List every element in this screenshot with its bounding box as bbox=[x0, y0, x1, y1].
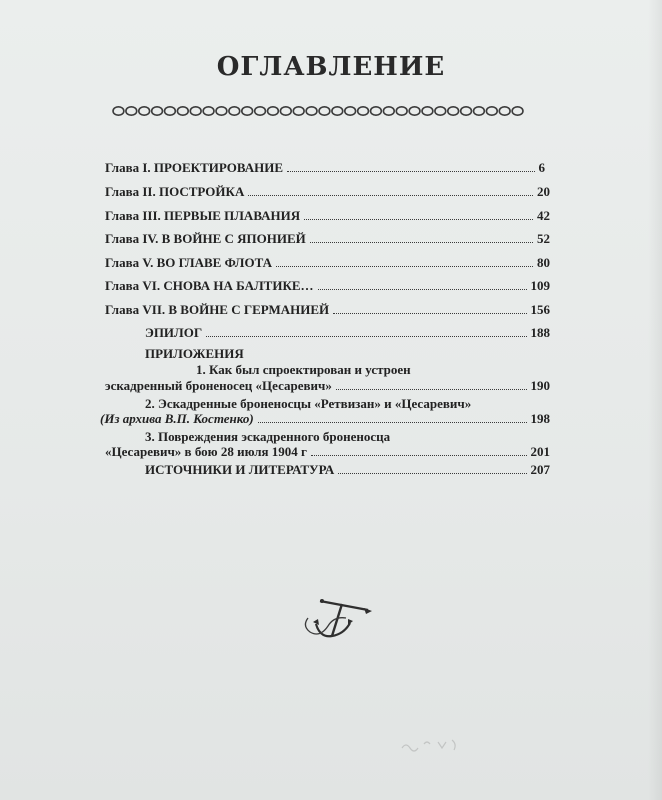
page-title: ОГЛАВЛЕНИЕ bbox=[216, 52, 446, 82]
page-smudge bbox=[398, 728, 478, 758]
toc-entry-page: 20 bbox=[537, 184, 550, 199]
dot-leader bbox=[287, 171, 534, 172]
dot-leader bbox=[338, 473, 526, 474]
toc-entry-title: Глава VII. В ВОЙНЕ С ГЕРМАНИЕЙ bbox=[105, 302, 330, 317]
toc-entry-page: 156 bbox=[530, 302, 550, 317]
appendix-item-text: (Из архива В.П. Костенко) bbox=[100, 411, 254, 426]
toc-entry-page: 6 bbox=[538, 160, 545, 175]
toc-entry-title: ЭПИЛОГ bbox=[145, 325, 203, 340]
dot-leader bbox=[318, 289, 527, 290]
toc-entry-title: Глава VI. СНОВА НА БАЛТИКЕ… bbox=[105, 278, 314, 293]
toc-entry-sources bbox=[145, 462, 550, 478]
toc-entry-title: Глава IV. В ВОЙНЕ С ЯПОНИЕЙ bbox=[105, 231, 306, 246]
toc-entry-page: 52 bbox=[537, 231, 550, 246]
toc-entry-title: Глава I. ПРОЕКТИРОВАНИЕ bbox=[105, 160, 284, 175]
toc-entry-page: 80 bbox=[537, 255, 550, 270]
toc-entry-7 bbox=[105, 302, 550, 318]
appendix-item-1 bbox=[105, 378, 550, 394]
anchor-emblem-icon bbox=[298, 596, 378, 642]
dot-leader bbox=[311, 455, 527, 456]
toc-entry-6 bbox=[105, 278, 550, 294]
toc-entry-1 bbox=[105, 160, 545, 176]
appendix-item-page: 201 bbox=[530, 444, 550, 459]
toc-entry-title: Глава II. ПОСТРОЙКА bbox=[105, 184, 245, 199]
appendix-item-3 bbox=[105, 444, 550, 460]
toc-entry-4 bbox=[105, 231, 550, 247]
toc-entry-title: Глава V. ВО ГЛАВЕ ФЛОТА bbox=[105, 255, 272, 270]
dot-leader bbox=[333, 313, 526, 314]
appendix-item-text: эскадренный броненосец «Цесаревич» bbox=[105, 378, 332, 393]
appendix-item-2 bbox=[100, 411, 550, 427]
appendix-item-1-line1: 1. Как был спроектирован и устроен bbox=[196, 362, 411, 377]
toc-entry-page: 188 bbox=[530, 325, 550, 340]
dot-leader bbox=[258, 422, 527, 423]
toc-entry-5 bbox=[105, 255, 550, 271]
toc-entry-title: Глава III. ПЕРВЫЕ ПЛАВАНИЯ bbox=[105, 208, 301, 223]
appendix-item-text: «Цесаревич» в бою 28 июля 1904 г bbox=[105, 444, 307, 459]
toc-entry-epilogue bbox=[145, 325, 550, 341]
appendix-heading: ПРИЛОЖЕНИЯ bbox=[145, 346, 244, 361]
appendix-item-3-line1: 3. Повреждения эскадренного броненосца bbox=[145, 429, 391, 444]
dot-leader bbox=[336, 389, 527, 390]
dot-leader bbox=[206, 336, 526, 337]
toc-entry-page: 207 bbox=[530, 462, 550, 477]
dot-leader bbox=[276, 266, 533, 267]
toc-entry-3 bbox=[105, 208, 550, 224]
appendix-item-page: 198 bbox=[530, 411, 550, 426]
toc-entry-page: 42 bbox=[537, 208, 550, 223]
dot-leader bbox=[248, 195, 533, 196]
dot-leader bbox=[304, 219, 533, 220]
toc-entry-page: 109 bbox=[530, 278, 550, 293]
appendix-item-page: 190 bbox=[530, 378, 550, 393]
toc-entry-2 bbox=[105, 184, 550, 200]
toc-entry-title: ИСТОЧНИКИ И ЛИТЕРАТУРА bbox=[145, 462, 335, 477]
dot-leader bbox=[310, 242, 533, 243]
appendix-item-2-line1: 2. Эскадренные броненосцы «Ретвизан» и «Цесаревич» bbox=[145, 396, 472, 411]
